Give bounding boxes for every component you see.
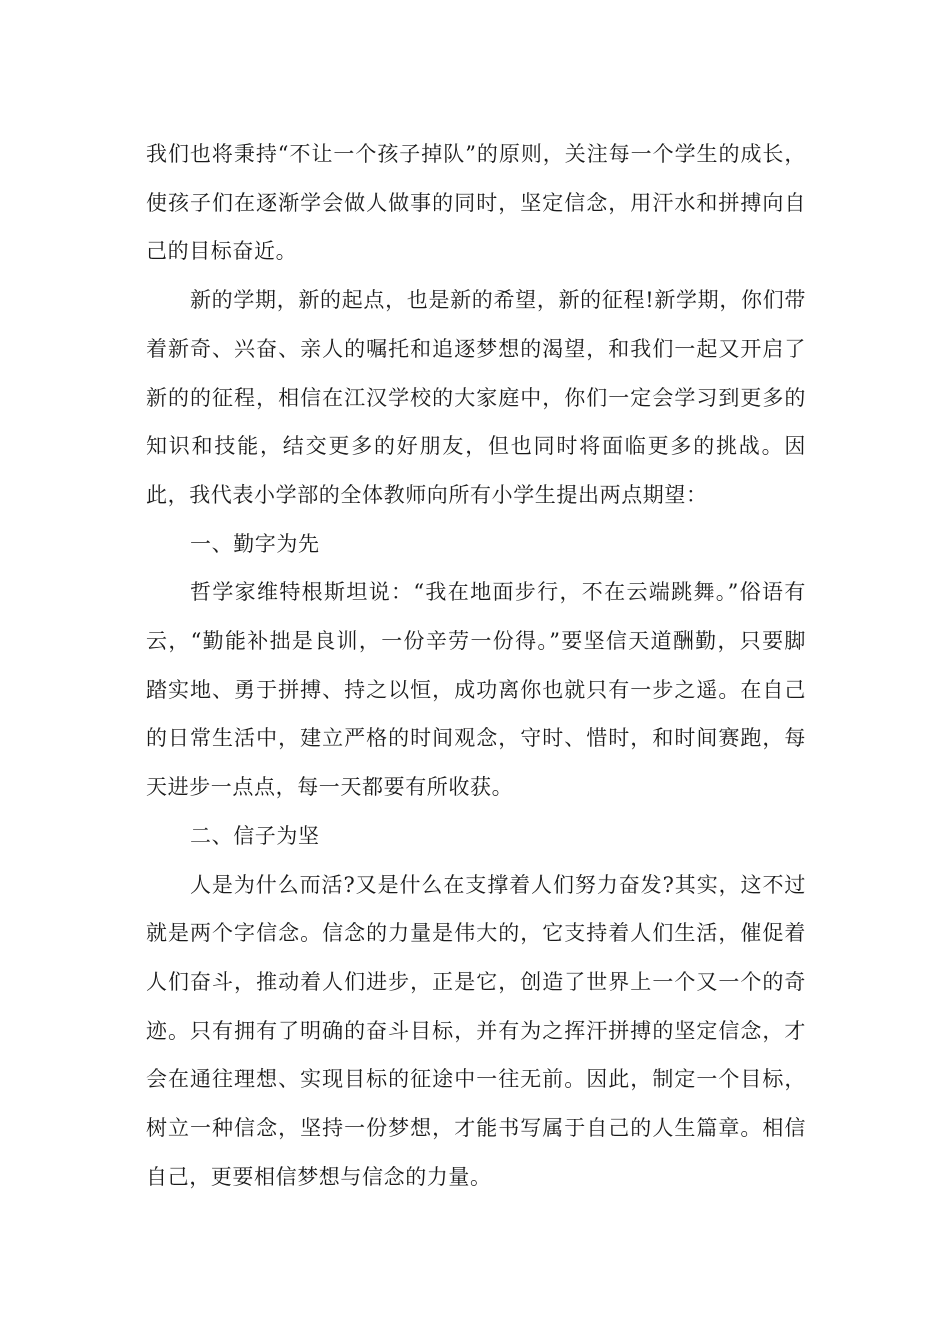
document-page [146,130,806,1201]
paragraph-diligence: 哲学家维特根斯坦说：“我在地面步行，不在云端跳舞。”俗语有云，“勤能补拙是良训，一份辛劳一份得。”要坚信天道酬勤，只要脚踏实地、勇于拼搏、持之以恒，成功离你也就只有一步之遥。在自己的日常生活中，建立严格的时间观念，守时、惜时，和时间赛跑，每天进步一点点，每一天都要有所收获。 [146,580,806,800]
paragraph-belief: 人是为什么而活?又是什么在支撑着人们努力奋发?其实，这不过就是两个字信念。信念的力量是伟大的，它支持着人们生活，催促着人们奋斗，推动着人们进步，正是它，创造了世界上一个又一个的奇迹。只有拥有了明确的奋斗目标，并有为之挥汗拼搏的坚定信念，才会在通往理想、实现目标的征途中一往无前。因此，制定一个目标，树立一种信念，坚持一份梦想，才能书写属于自己的人生篇章。相信自己，更要相信梦想与信念的力量。 [146,872,806,1189]
paragraph-commitment: 我们也将秉持“不让一个孩子掉队”的原则，关注每一个学生的成长，使孩子们在逐渐学会做人做事的同时，坚定信念，用汗水和拼搏向自己的目标奋近。 [146,142,806,264]
paragraph-new-semester: 新的学期，新的起点，也是新的希望，新的征程!新学期，你们带着新奇、兴奋、亲人的嘱托和追逐梦想的渴望，和我们一起又开启了新的的征程，相信在江汉学校的大家庭中，你们一定会学习到更多的知识和技能，结交更多的好朋友，但也同时将面临更多的挑战。因此，我代表小学部的全体教师向所有小学生提出两点期望： [146,288,806,507]
heading-belief: 二、信子为坚 [190,823,320,848]
heading-diligence: 一、勤字为先 [190,531,320,556]
